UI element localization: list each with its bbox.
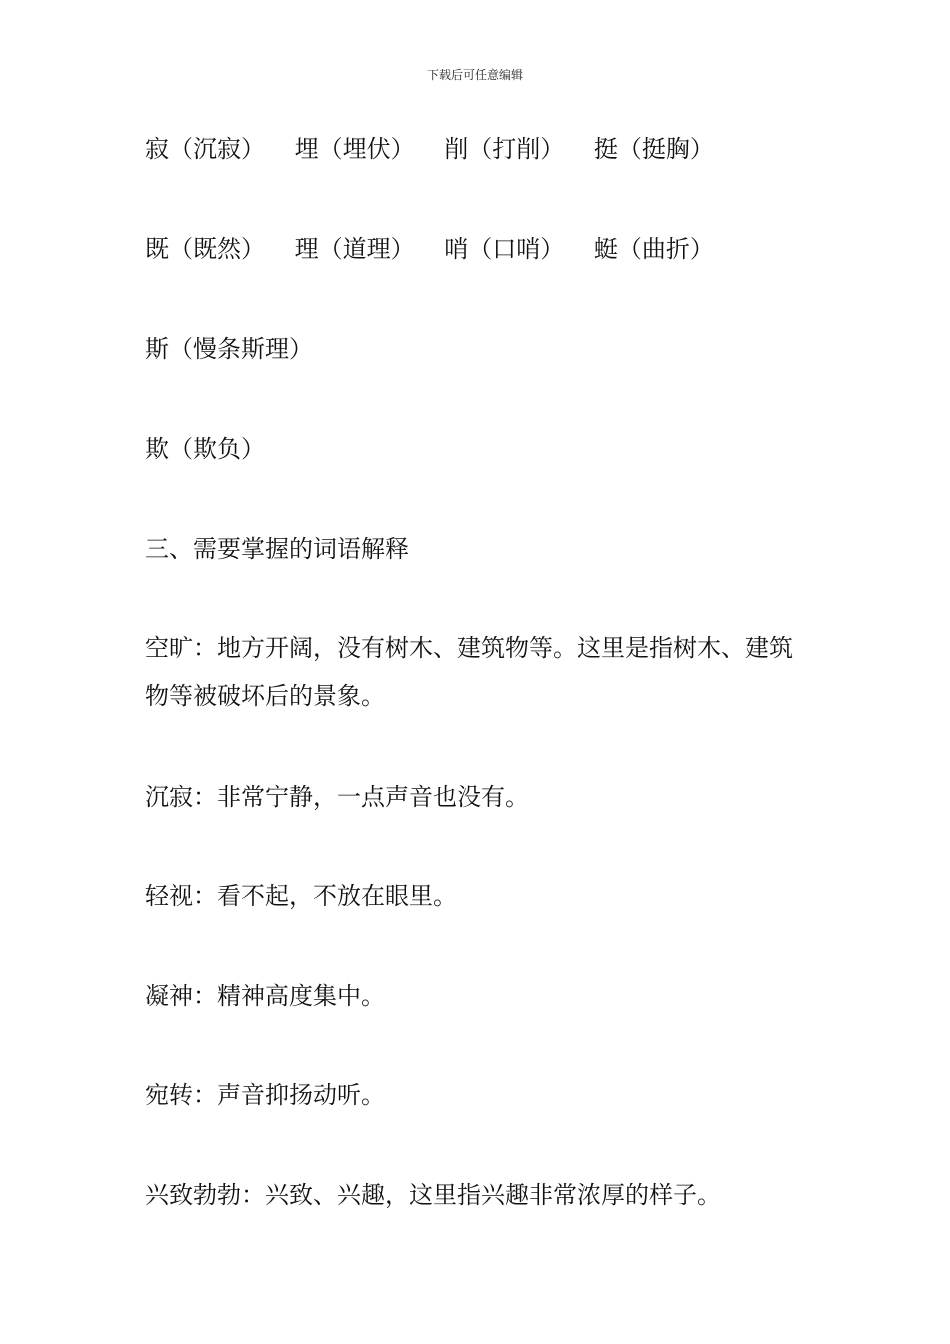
definition-chenji: 沉寂：非常宁静，一点声音也没有。 — [145, 783, 529, 811]
char-entry: 哨（口哨） — [444, 235, 565, 263]
page-header: 下载后可任意编辑 — [426, 68, 523, 82]
char-row-1 — [145, 134, 714, 164]
char-row-3 — [145, 334, 313, 364]
definition-ningshen: 凝神：精神高度集中。 — [145, 982, 385, 1010]
char-row-2 — [145, 234, 714, 264]
char-entry: 寂（沉寂） — [145, 135, 265, 163]
char-entry: 挺（挺胸） — [593, 135, 714, 163]
definition-qingshi: 轻视：看不起，不放在眼里。 — [145, 882, 457, 910]
char-entry: 埋（埋伏） — [294, 135, 415, 163]
char-entry: 斯（慢条斯理） — [145, 335, 313, 363]
char-entry: 既（既然） — [145, 235, 265, 263]
char-row-4 — [145, 434, 265, 464]
definition-kongkuang: 空旷：地方开阔，没有树木、建筑物等。这里是指树木、建筑物等被破坏后的景象。 — [145, 634, 793, 710]
char-entry: 欺（欺负） — [145, 435, 265, 463]
char-entry: 削（打削） — [444, 135, 565, 163]
char-entry: 蜓（曲折） — [593, 235, 714, 263]
char-entry: 理（道理） — [294, 235, 415, 263]
section-title: 三、需要掌握的词语解释 — [145, 535, 409, 563]
definition-wanzhuan: 宛转：声音抑扬动听。 — [145, 1081, 385, 1109]
definition-xingzhibobo: 兴致勃勃：兴致、兴趣，这里指兴趣非常浓厚的样子。 — [145, 1181, 721, 1209]
